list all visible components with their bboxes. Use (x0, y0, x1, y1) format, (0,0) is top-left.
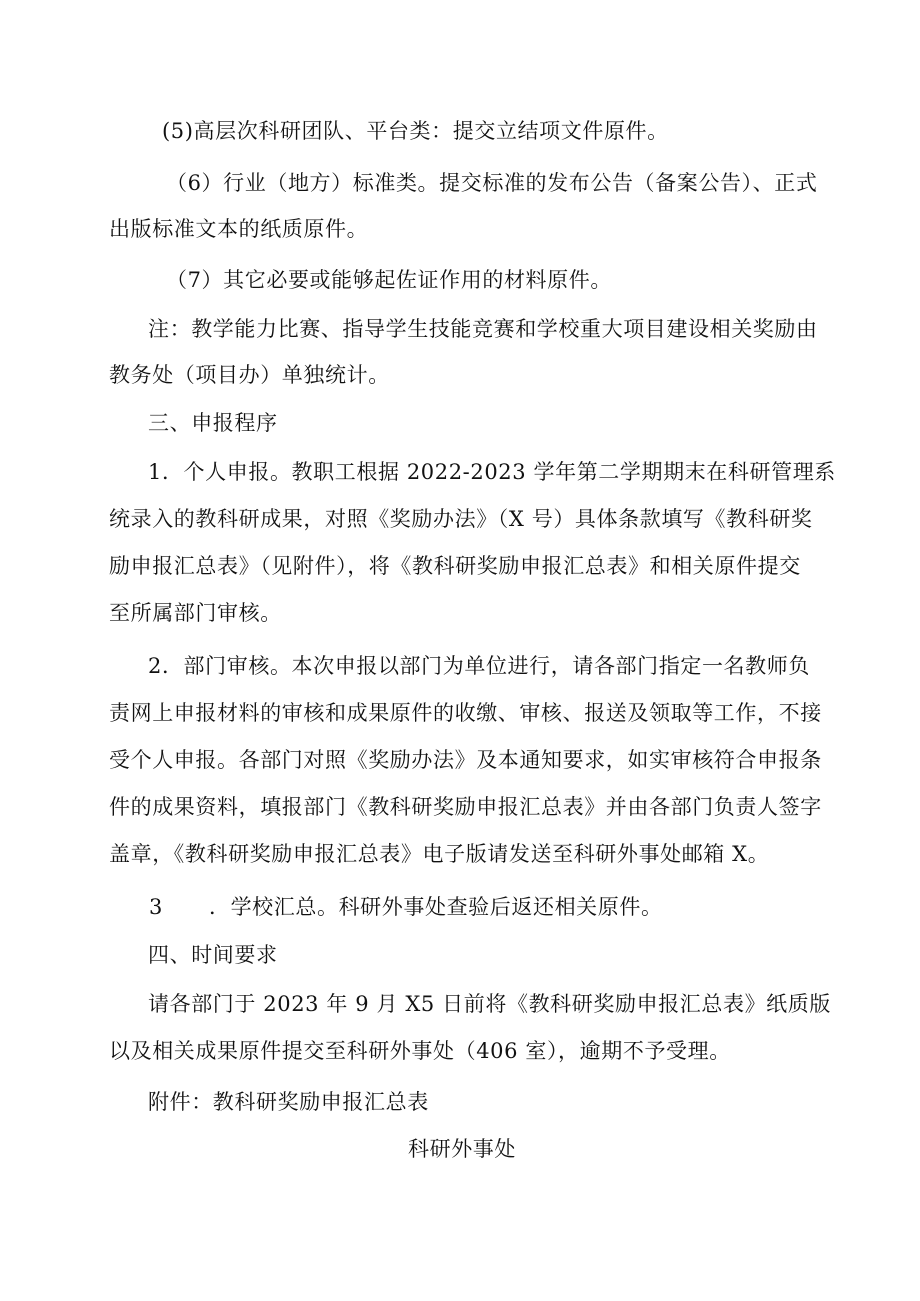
time-requirement-line-2: 以及相关成果原件提交至科研外事处（406 室），逾期不予受理。 (109, 1039, 731, 1063)
step-1-text-line-2: 统录入的教科研成果，对照《奖励办法》（X 号）具体条款填写《教科研奖 (109, 507, 813, 531)
step-2-text-line-5: 盖章，《教科研奖励申报汇总表》电子版请发送至科研外事处邮箱 X。 (109, 842, 770, 866)
step-2-text-line-4: 件的成果资料，填报部门《教科研奖励申报汇总表》并由各部门负责人签字 (109, 795, 822, 819)
step-2-text-line-2: 责网上申报材料的审核和成果原件的收缴、审核、报送及领取等工作，不接 (109, 701, 822, 725)
item-6-text-line-1: （6）行业（地方）标准类。提交标准的发布公告（备案公告）、正式 (166, 171, 818, 195)
step-3-text: ．学校汇总。科研外事处查验后返还相关原件。 (208, 895, 663, 919)
note-text-line-2: 教务处（项目办）单独统计。 (109, 363, 390, 387)
item-5-text: (5)高层次科研团队、平台类：提交立结项文件原件。 (162, 119, 669, 143)
note-text-line-1: 注：教学能力比赛、指导学生技能竞赛和学校重大项目建设相关奖励由 (148, 317, 818, 341)
item-6-text-line-2: 出版标准文本的纸质原件。 (109, 217, 369, 241)
step-1-text-line-3: 励申报汇总表》（见附件），将《教科研奖励申报汇总表》和相关原件提交 (109, 554, 801, 578)
step-1-text-line-1: 1．个人申报。教职工根据 2022-2023 学年第二学期期末在科研管理系 (148, 460, 836, 484)
step-2-text-line-3: 受个人申报。各部门对照《奖励办法》及本通知要求，如实审核符合申报条 (109, 748, 822, 772)
step-1-text-line-4: 至所属部门审核。 (109, 601, 282, 625)
step-2-text-line-1: 2．部门审核。本次申报以部门为单位进行，请各部门指定一名教师负 (148, 654, 810, 678)
section-3-heading: 三、申报程序 (148, 411, 278, 435)
section-4-heading: 四、时间要求 (148, 943, 278, 967)
attachment-text: 附件：教科研奖励申报汇总表 (148, 1090, 429, 1114)
signature-text: 科研外事处 (408, 1137, 516, 1161)
time-requirement-line-1: 请各部门于 2023 年 9 月 X5 日前将《教科研奖励申报汇总表》纸质版 (148, 992, 831, 1016)
step-3-number: 3 (149, 895, 163, 919)
item-7-text: （7）其它必要或能够起佐证作用的材料原件。 (166, 268, 612, 292)
step-3-line (149, 893, 663, 921)
